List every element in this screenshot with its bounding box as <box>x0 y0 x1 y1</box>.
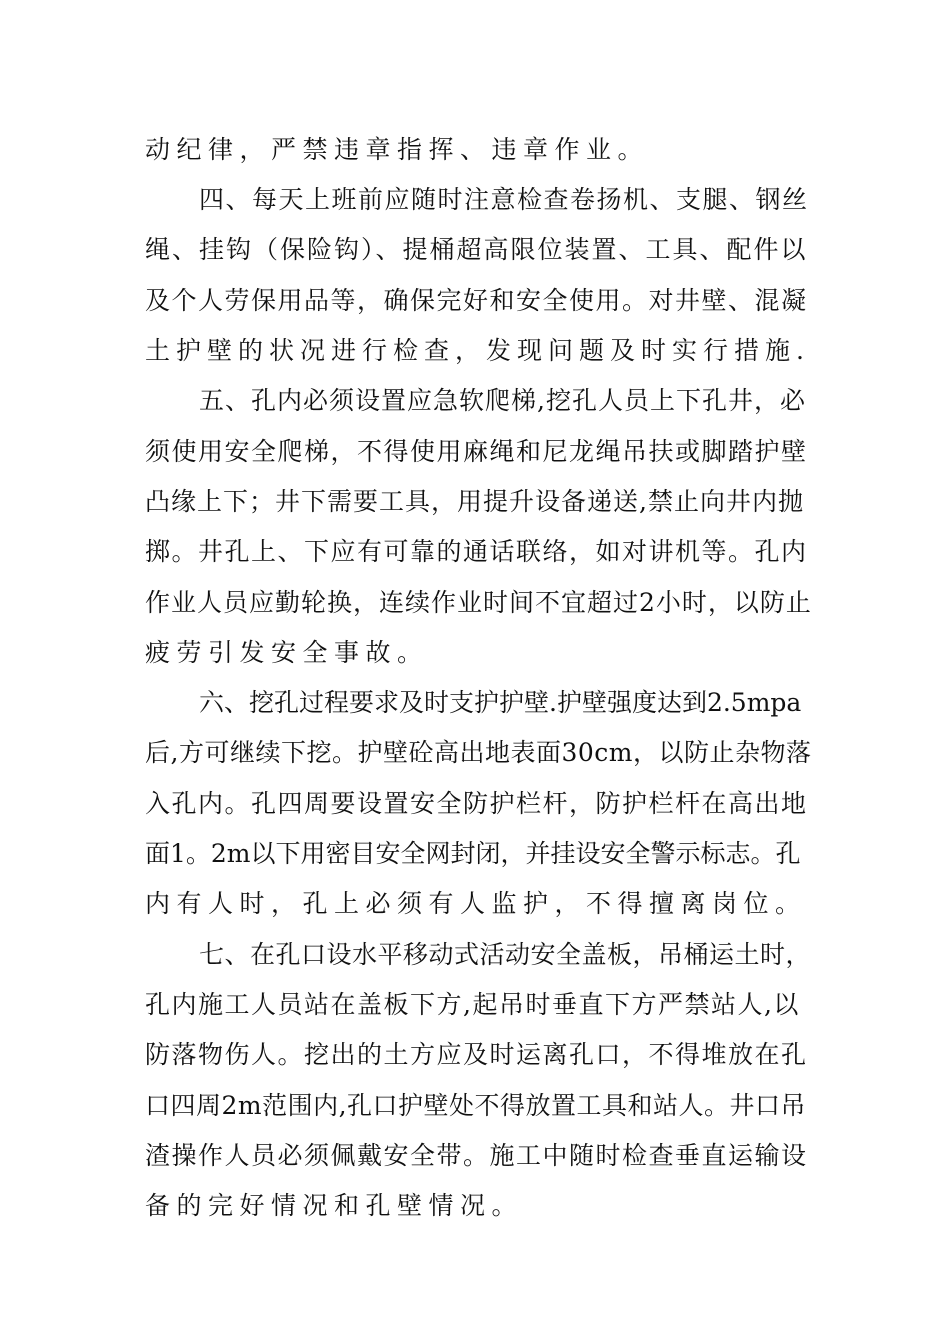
paragraph-4-line-1: 四、每天上班前应随时注意检查卷扬机、支腿、钢丝 <box>199 185 809 214</box>
paragraph-5-line-1: 五、孔内必须设置应急软爬梯,挖孔人员上下孔井，必 <box>199 386 806 415</box>
paragraph-7-line-1: 七、在孔口设水平移动式活动安全盖板，吊桶运土时， <box>199 940 812 969</box>
paragraph-6-line-3: 入孔内。孔四周要设置安全防护栏杆，防护栏杆在高出地 <box>145 789 808 818</box>
paragraph-7-line-5: 渣操作人员必须佩戴安全带。施工中随时检查垂直运输设 <box>145 1141 808 1170</box>
paragraph-5-line-2: 须使用安全爬梯，不得使用麻绳和尼龙绳吊扶或脚踏护壁 <box>145 437 808 466</box>
paragraph-6-line-2: 后,方可继续下挖。护壁砼高出地表面30cm，以防止杂物落 <box>145 738 812 767</box>
paragraph-4-line-2: 绳、挂钩（保险钩）、提桶超高限位装置、工具、配件以 <box>145 235 808 264</box>
paragraph-6-line-5: 内有人时，孔上必须有人监护，不得擅离岗位。 <box>145 889 807 918</box>
paragraph-7-line-2: 孔内施工人员站在盖板下方,起吊时垂直下方严禁站人,以 <box>145 990 800 1019</box>
paragraph-7-line-3: 防落物伤人。挖出的土方应及时运离孔口，不得堆放在孔 <box>145 1040 808 1069</box>
paragraph-5-line-5: 作业人员应勤轮换，连续作业时间不宜超过2小时，以防止 <box>145 588 812 617</box>
text-line-1: 动纪律，严禁违章指挥、违章作业。 <box>145 135 650 164</box>
paragraph-7-line-6: 备的完好情况和孔壁情况。 <box>145 1191 524 1220</box>
paragraph-5-line-4: 掷。井孔上、下应有可靠的通话联络，如对讲机等。孔内 <box>145 537 808 566</box>
paragraph-5-line-3: 凸缘上下；井下需要工具，用提升设备递送,禁止向井内抛 <box>145 487 804 516</box>
paragraph-4-line-4: 土护壁的状况进行检查，发现问题及时实行措施. <box>145 336 810 365</box>
paragraph-4-line-3: 及个人劳保用品等，确保完好和安全使用。对井壁、混凝 <box>145 286 808 315</box>
paragraph-7-line-4: 口四周2m范围内,孔口护壁处不得放置工具和站人。井口吊 <box>145 1091 807 1120</box>
paragraph-6-line-1: 六、挖孔过程要求及时支护护壁.护壁强度达到2.5mpa <box>199 688 802 717</box>
paragraph-5-line-6: 疲劳引发安全事故。 <box>145 638 429 667</box>
paragraph-6-line-4: 面1。2m以下用密目安全网封闭，并挂设安全警示标志。孔 <box>145 839 801 868</box>
